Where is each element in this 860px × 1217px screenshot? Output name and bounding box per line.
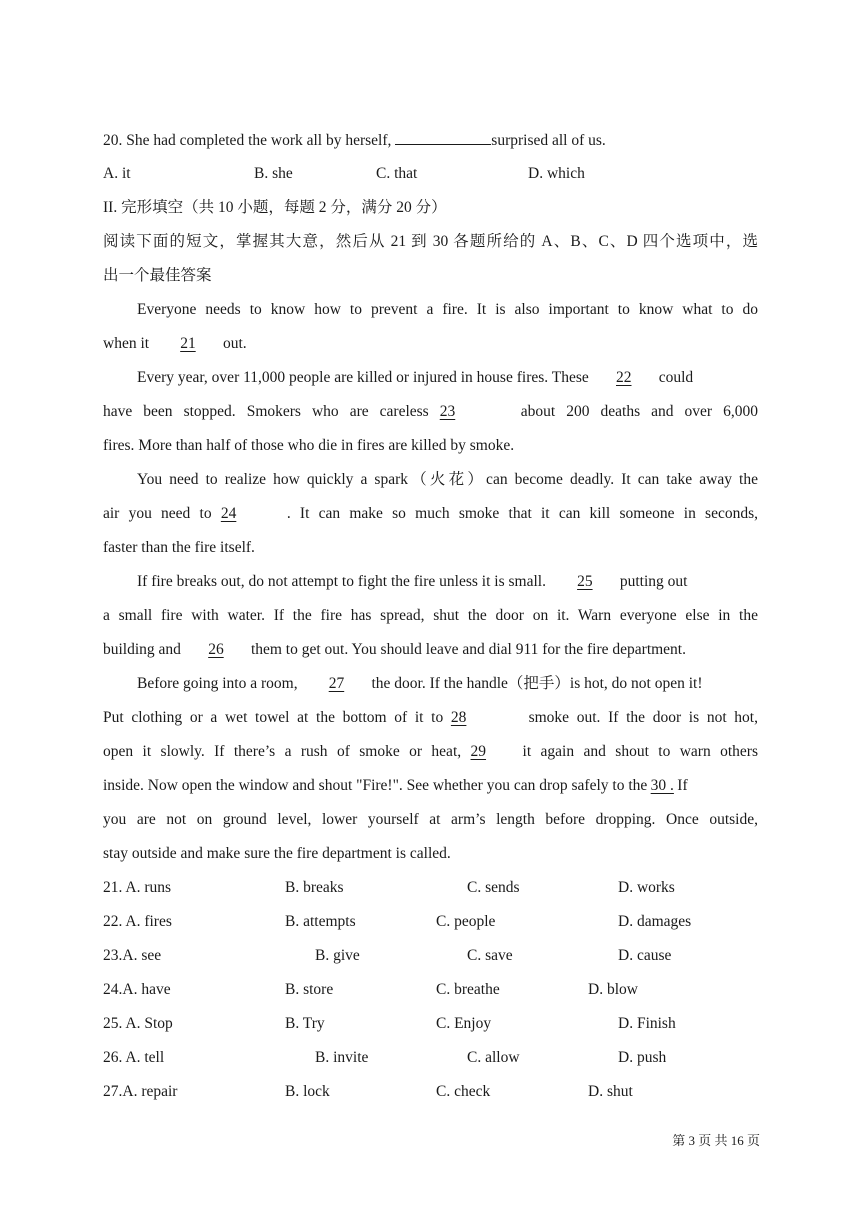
q21-option-b: B. breaks [285,879,344,896]
p5-line3 [103,741,758,763]
q25-option-a: 25. A. Stop [103,1015,173,1032]
q20-stem-end: surprised all of us. [491,132,606,149]
p4-line2: a small fire with water. If the fire has spread, shut the door on it. Warn everyone else in the [103,607,758,624]
q27-option-a: 27.A. repair [103,1083,178,1100]
blank-22: 22 [616,369,632,386]
blank-25: 25 [577,573,593,590]
q24-option-c: C. breathe [436,981,500,998]
p5-text-3-end: it again and shout to warn others [522,743,758,760]
p2-text-end: could [658,369,694,386]
p4-line3 [103,639,758,661]
q26-option-c: C. allow [467,1049,520,1066]
q20-option-d: D. which [528,165,585,182]
p5-text-4: inside. Now open the window and shout "Fire!". See whether you can drop safely to the [103,777,648,794]
p2-line3: fires. More than half of those who die in fires are killed by smoke. [103,437,515,454]
p4-text: If fire breaks out, do not attempt to fight the fire unless it is small. [137,573,546,590]
p4-text-end: putting out [619,573,688,590]
blank-21: 21 [180,335,196,352]
blank-28: 28 [450,709,467,726]
q27-option-c: C. check [436,1083,491,1100]
p4-text-3-end: them to get out. You should leave and dial 911 for the fire department. [250,641,686,658]
q20-stem-start: 20. She had completed the work all by herself, [103,132,392,149]
q27-option-b: B. lock [285,1083,330,1100]
p2-text: Every year, over 11,000 people are killed or injured in house fires. These [137,369,589,386]
p1-line2 [103,333,758,355]
q20-blank [395,129,491,145]
q23-option-c: C. save [467,947,513,964]
q24-option-a: 24.A. have [103,981,171,998]
q23-option-a: 23.A. see [103,947,162,964]
q25-option-d: D. Finish [618,1015,676,1032]
q22-option-d: D. damages [618,913,692,930]
p5-text-4-end: If [677,777,688,794]
p5-line5: you are not on ground level, lower yourself at arm’s length before dropping. Once outside, [103,811,758,828]
p1-text-end: out. [222,335,247,352]
p5-line4 [103,775,758,797]
p2-line1 [137,367,758,389]
q25-option-b: B. Try [285,1015,325,1032]
blank-26: 26 [208,641,224,658]
section-instruction-line2: 出一个最佳答案 [103,267,212,284]
blank-27: 27 [328,675,345,692]
p5-text-2: Put clothing or a wet towel at the bottom of it to [103,709,444,726]
p3-line1: You need to realize how quickly a spark（火花）can become deadly. It can take away the [137,471,758,488]
q20-option-b: B. she [254,165,293,182]
p4-line1 [137,571,758,593]
section-title: II. 完形填空（共 10 小题，每题 2 分，满分 20 分） [103,199,447,216]
blank-24: 24 [220,505,237,522]
p3-text: air you need to [103,505,212,522]
q21-option-a: 21. A. runs [103,879,172,896]
p4-text-3: building and [103,641,181,658]
q23-option-d: D. cause [618,947,672,964]
q22-option-a: 22. A. fires [103,913,172,930]
p3-line2 [103,503,758,525]
q26-option-a: 26. A. tell [103,1049,165,1066]
q25-option-c: C. Enjoy [436,1015,492,1032]
section-instruction-line1: 阅读下面的短文，掌握其大意，然后从 21 到 30 各题所给的 A、B、C、D 四个选项中，选 [103,233,758,250]
p2-line2 [103,401,758,423]
p2-text-2-end: about 200 deaths and over 6,000 [520,403,758,420]
q21-option-c: C. sends [467,879,520,896]
q26-option-b: B. invite [315,1049,369,1066]
q23-option-b: B. give [315,947,360,964]
q22-option-b: B. attempts [285,913,356,930]
p3-line3: faster than the fire itself. [103,539,255,556]
blank-30: 30 . [650,777,674,794]
p1-line1: Everyone needs to know how to prevent a fire. It is also important to know what to do [137,301,758,318]
q27-option-d: D. shut [588,1083,633,1100]
p5-text-3: open it slowly. If there’s a rush of smoke or heat, [103,743,462,760]
p5-text-2-end: smoke out. If the door is not hot, [528,709,758,726]
p5-line2 [103,707,758,729]
page-number-footer: 第 3 页 共 16 页 [672,1133,760,1148]
q21-option-d: D. works [618,879,675,896]
q20-option-a: A. it [103,165,131,182]
blank-29: 29 [470,743,487,760]
p3-text-end: . It can make so much smoke that it can kill someone in seconds, [286,505,758,522]
q26-option-d: D. push [618,1049,667,1066]
p5-text-end: the door. If the handle（把手）is hot, do not open it! [371,675,703,692]
q20-option-c: C. that [376,165,418,182]
q20-stem [103,129,758,152]
q24-option-d: D. blow [588,981,638,998]
p5-line1 [137,673,758,695]
blank-23: 23 [439,403,456,420]
p2-text-2: have been stopped. Smokers who are careless [103,403,429,420]
p5-text: Before going into a room, [137,675,298,692]
q22-option-c: C. people [436,913,496,930]
q24-option-b: B. store [285,981,334,998]
p1-text: when it [103,335,150,352]
p5-line6: stay outside and make sure the fire department is called. [103,845,451,862]
